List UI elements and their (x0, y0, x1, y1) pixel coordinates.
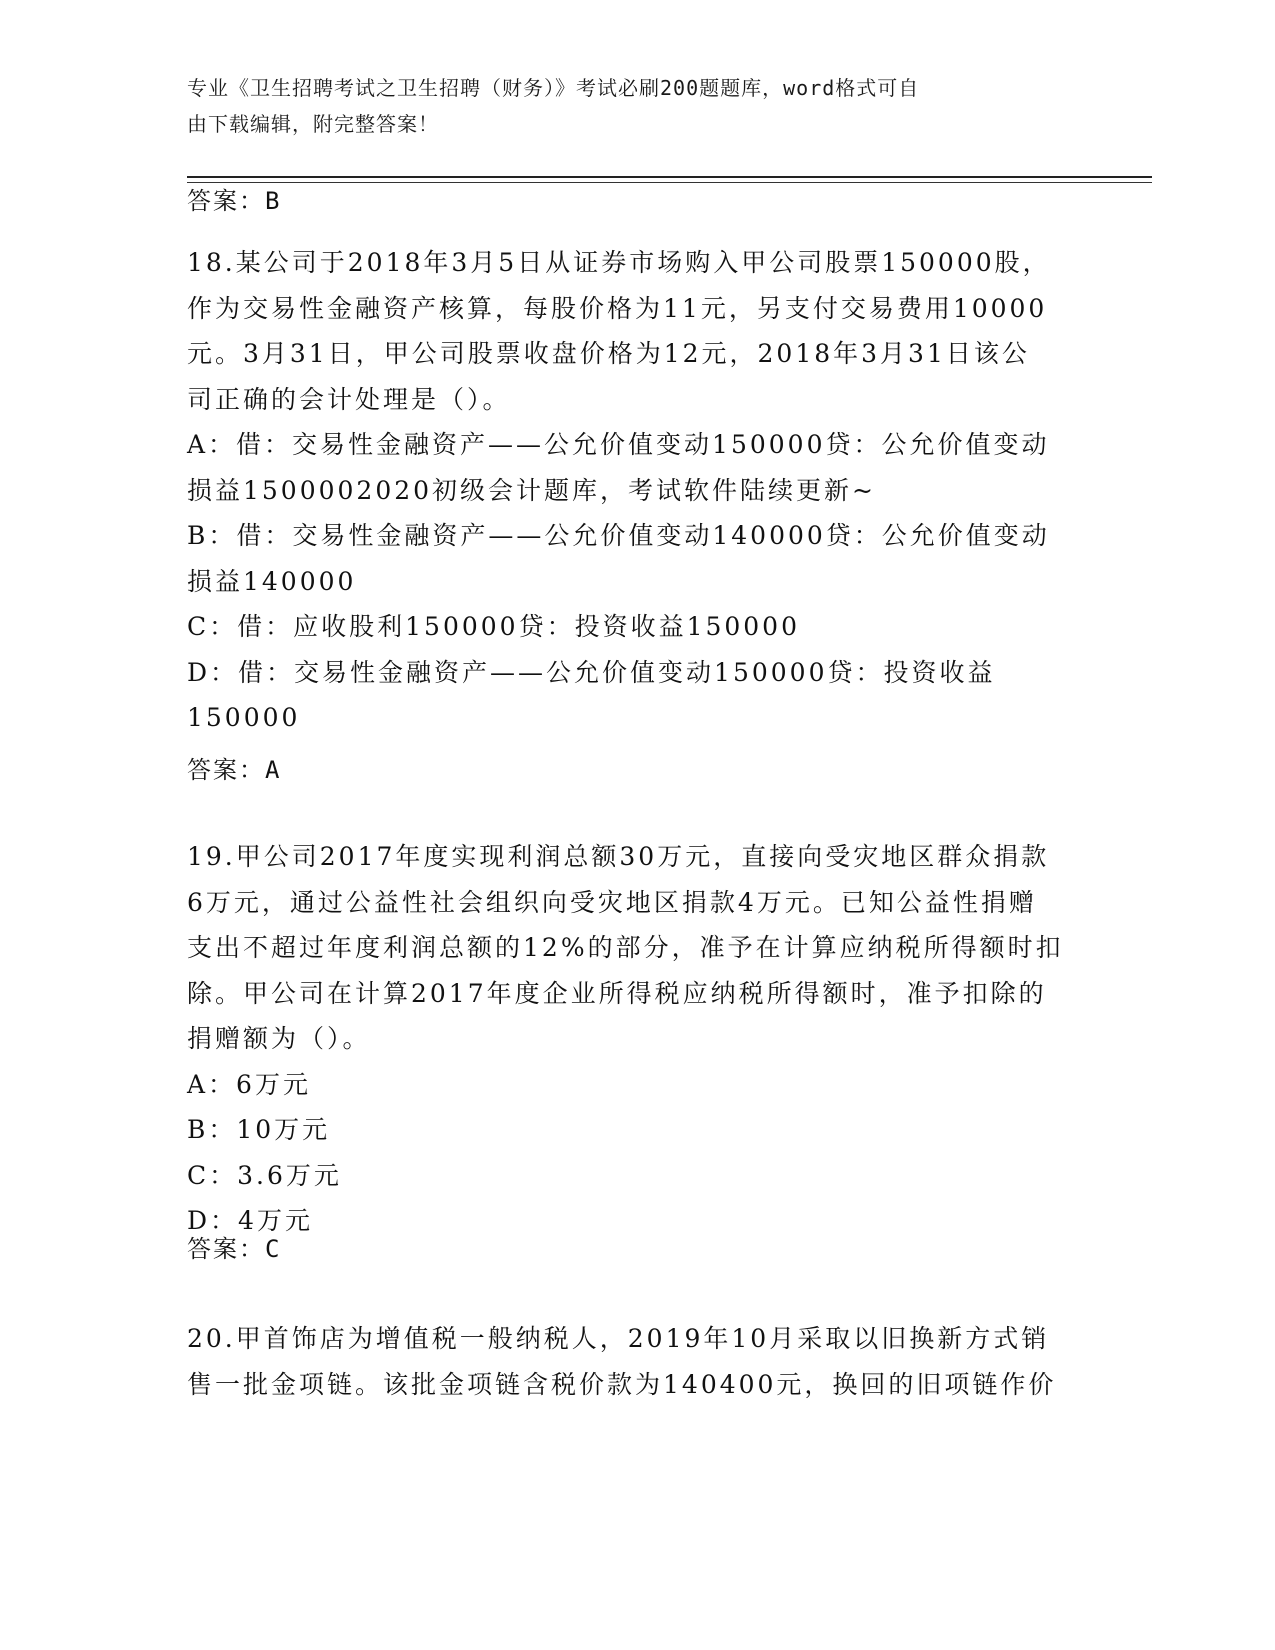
question-text-line: 6万元，通过公益性社会组织向受灾地区捐款4万元。已知公益性捐赠 (187, 887, 1037, 917)
answer-value: C (265, 1235, 281, 1263)
option-c: C：借：应收股利150000贷：投资收益150000 (187, 612, 800, 641)
answer-label: 答案： (187, 187, 265, 215)
header-divider-thick (187, 176, 1152, 178)
question-text-line: 除。甲公司在计算2017年度企业所得税应纳税所得额时，准予扣除的 (187, 978, 1047, 1008)
option-c: C：3.6万元 (187, 1160, 342, 1190)
option-d: D：借：交易性金融资产——公允价值变动150000贷：投资收益 (187, 657, 996, 687)
question-text-line: 捐赠额为（）。 (187, 1024, 371, 1053)
question-19 (187, 834, 1087, 1244)
question-text-line: 售一批金项链。该批金项链含税价款为140400元，换回的旧项链作价 (187, 1369, 1057, 1399)
option-b-cont: 损益140000 (187, 566, 357, 596)
answer-line (187, 755, 280, 785)
option-a: A：借：交易性金融资产——公允价值变动150000贷：公允价值变动 (187, 430, 1050, 459)
option-d-cont: 150000 (187, 703, 301, 732)
header-line: 专业《卫生招聘考试之卫生招聘（财务）》考试必刷200题题库，word格式可自 (187, 76, 920, 100)
option-b: B：10万元 (187, 1115, 331, 1144)
question-text-line: 20.甲首饰店为增值税一般纳税人，2019年10月采取以旧换新方式销 (187, 1324, 1050, 1353)
option-a-cont: 损益1500002020初级会计题库，考试软件陆续更新~ (187, 475, 877, 505)
header-divider-thin (187, 182, 1152, 183)
question-text-line: 18.某公司于2018年3月5日从证券市场购入甲公司股票150000股， (187, 248, 1051, 277)
header-line: 由下载编辑，附完整答案！ (187, 112, 439, 136)
question-text-line: 作为交易性金融资产核算，每股价格为11元，另支付交易费用10000 (187, 293, 1048, 323)
question-text-line: 支出不超过年度利润总额的12%的部分，准予在计算应纳税所得额时扣 (187, 933, 1064, 962)
option-b: B：借：交易性金融资产——公允价值变动140000贷：公允价值变动 (187, 521, 1050, 550)
answer-label: 答案： (187, 1235, 265, 1263)
question-text-line: 元。3月31日，甲公司股票收盘价格为12元，2018年3月31日该公 (187, 339, 1030, 368)
answer-label: 答案： (187, 756, 265, 784)
option-d: D：4万元 (187, 1206, 313, 1235)
answer-line (187, 1234, 280, 1264)
question-text-line: 司正确的会计处理是（）。 (187, 384, 511, 414)
option-a: A：6万元 (187, 1069, 311, 1099)
answer-value: A (265, 756, 281, 784)
document-header (187, 70, 1067, 142)
question-20 (187, 1316, 1087, 1407)
question-text-line: 19.甲公司2017年度实现利润总额30万元，直接向受灾地区群众捐款 (187, 842, 1050, 871)
question-18 (187, 240, 1087, 741)
answer-value: B (265, 187, 281, 215)
answer-line (187, 186, 280, 216)
